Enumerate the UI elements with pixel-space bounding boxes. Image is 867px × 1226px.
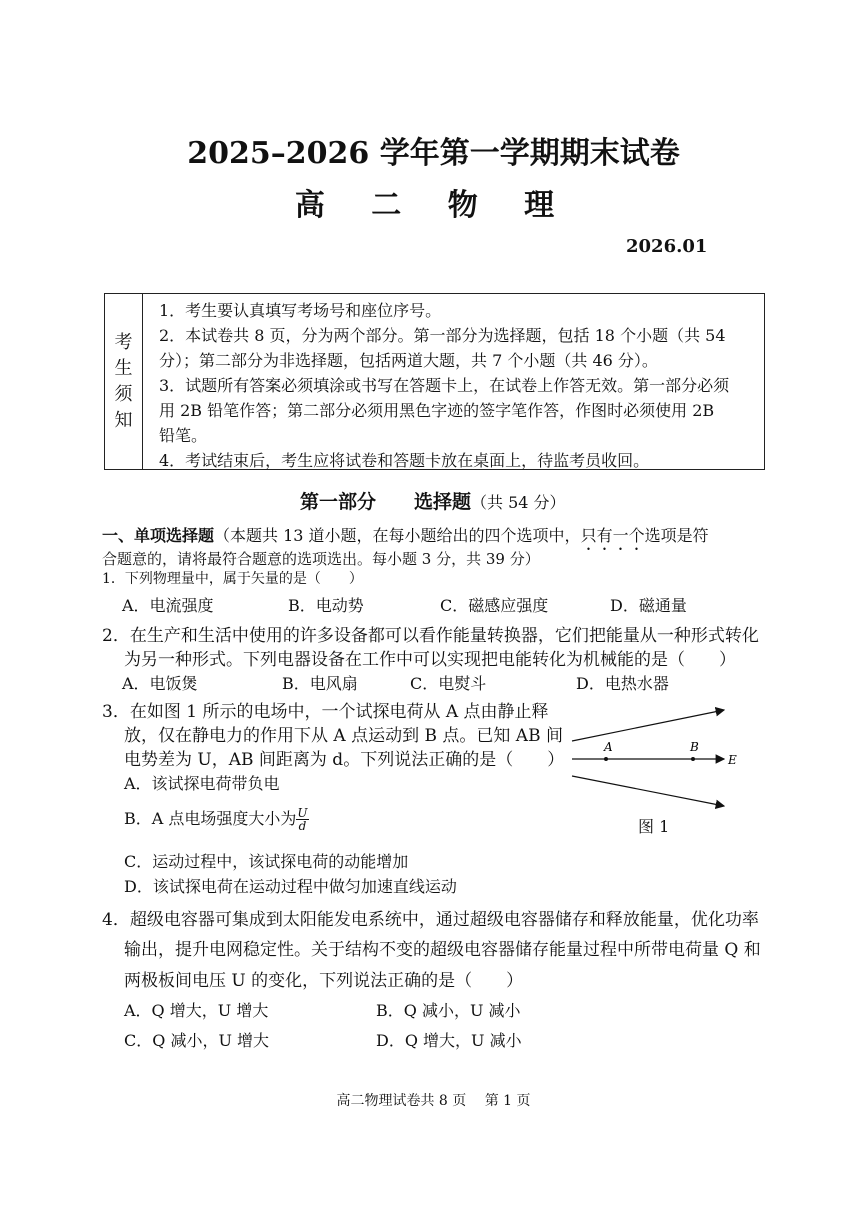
q2-stem-line2: 为另一种形式。下列电器设备在工作中可以实现把电能转化为机械能的是（ ） <box>124 650 736 670</box>
q3-stem-line2: 放，仅在静电力的作用下从 A 点运动到 B 点。已知 AB 间 <box>124 726 563 746</box>
section1-intro-text-b: 选项是符 <box>644 526 709 545</box>
notice-line: 1．考生要认真填写考场号和座位序号。 <box>159 301 442 320</box>
q3-stem-line1: 3．在如图 1 所示的电场中，一个试探电荷从 A 点由静止释 <box>102 702 549 722</box>
notice-line: 4．考试结束后，考生应将试卷和答题卡放在桌面上，待监考员收回。 <box>159 451 650 470</box>
q2-option-b: B．电风扇 <box>282 674 358 693</box>
notice-side-char: 考 <box>114 331 133 353</box>
q1-stem: 1．下列物理量中，属于矢量的是（ ） <box>102 571 363 587</box>
notice-side-label <box>105 294 143 469</box>
fraction-u-over-d <box>296 807 308 832</box>
figure-1-electric-field <box>560 700 760 820</box>
q3-stem-line3: 电势差为 U，AB 间距离为 d。下列说法正确的是（ ） <box>124 750 565 770</box>
subject-title: 高 二 物 理 <box>294 188 573 223</box>
figure-1-caption: 图 1 <box>638 817 670 836</box>
notice-side-char: 知 <box>114 409 133 431</box>
q4-option-d: D．Q 增大，U 减小 <box>376 1031 522 1050</box>
exam-title: 2025–2026 学年第一学期期末试卷 <box>187 136 680 171</box>
section1-emphasis: 只有一个 <box>580 526 645 545</box>
page-footer: 高二物理试卷共 8 页 第 1 页 <box>336 1093 531 1109</box>
notice-side-char: 生 <box>114 357 133 379</box>
section1-intro-text: （本题共 13 道小题，在每小题给出的四个选项中， <box>214 526 581 545</box>
label-b: B <box>690 740 699 754</box>
q1-option-c: C．磁感应强度 <box>440 596 549 615</box>
q2-option-c: C．电熨斗 <box>410 674 487 693</box>
notice-line: 铅笔。 <box>159 426 208 445</box>
label-a: A <box>604 740 613 754</box>
notice-line: 2．本试卷共 8 页，分为两个部分。第一部分为选择题，包括 18 个小题（共 54 <box>159 326 726 345</box>
q1-option-a: A．电流强度 <box>122 596 214 615</box>
q3-option-b-text: B．A 点电场强度大小为 <box>124 809 297 828</box>
part1-title: 第一部分 选择题 <box>300 491 472 513</box>
exam-date: 2026.01 <box>626 236 708 257</box>
point-b <box>691 757 695 761</box>
notice-line: 分）；第二部分为非选择题，包括两道大题，共 7 个小题（共 46 分）。 <box>159 351 658 370</box>
q3-option-d: D．该试探电荷在运动过程中做匀加速直线运动 <box>124 877 457 896</box>
q4-stem-line3: 两极板间电压 U 的变化，下列说法正确的是（ ） <box>124 971 524 991</box>
field-line-upper <box>572 710 724 741</box>
q2-stem-line1: 2．在生产和生活中使用的许多设备都可以看作能量转换器，它们把能量从一种形式转化 <box>102 626 759 646</box>
q4-stem-line1: 4．超级电容器可集成到太阳能发电系统中，通过超级电容器储存和释放能量，优化功率 <box>102 910 759 930</box>
q4-option-a: A．Q 增大，U 增大 <box>124 1001 269 1020</box>
field-line-lower <box>572 776 724 806</box>
section1-heading: 一、单项选择题 <box>102 526 215 545</box>
notice-side-char: 须 <box>114 383 133 405</box>
fraction-numerator: U <box>297 806 308 820</box>
part1-heading <box>300 487 566 514</box>
q4-option-c: C．Q 减小，U 增大 <box>124 1031 270 1050</box>
q2-option-d: D．电热水器 <box>576 674 669 693</box>
q2-option-a: A．电饭煲 <box>122 674 198 693</box>
q4-option-b: B．Q 减小，U 减小 <box>376 1001 521 1020</box>
q3-option-a: A．该试探电荷带负电 <box>124 774 280 793</box>
q3-option-b <box>124 806 309 832</box>
part1-points: （共 54 分） <box>471 493 566 512</box>
section1-intro-line2: 合题意的，请将最符合题意的选项选出。每小题 3 分，共 39 分） <box>102 550 540 568</box>
fraction-denominator: d <box>298 819 307 833</box>
label-e: E <box>728 753 737 767</box>
candidate-notice-box <box>104 293 765 470</box>
q1-option-b: B．电动势 <box>288 596 364 615</box>
notice-line: 用 2B 铅笔作答；第二部分必须用黑色字迹的签字笔作答，作图时必须使用 2B <box>159 401 715 420</box>
notice-line: 3．试题所有答案必须填涂或书写在答题卡上，在试卷上作答无效。第一部分必须 <box>159 376 730 395</box>
q3-option-c: C．运动过程中，该试探电荷的动能增加 <box>124 852 409 871</box>
q4-stem-line2: 输出，提升电网稳定性。关于结构不变的超级电容器储存能量过程中所带电荷量 Q 和 <box>124 940 761 960</box>
point-a <box>604 757 608 761</box>
q1-option-d: D．磁通量 <box>610 596 687 615</box>
